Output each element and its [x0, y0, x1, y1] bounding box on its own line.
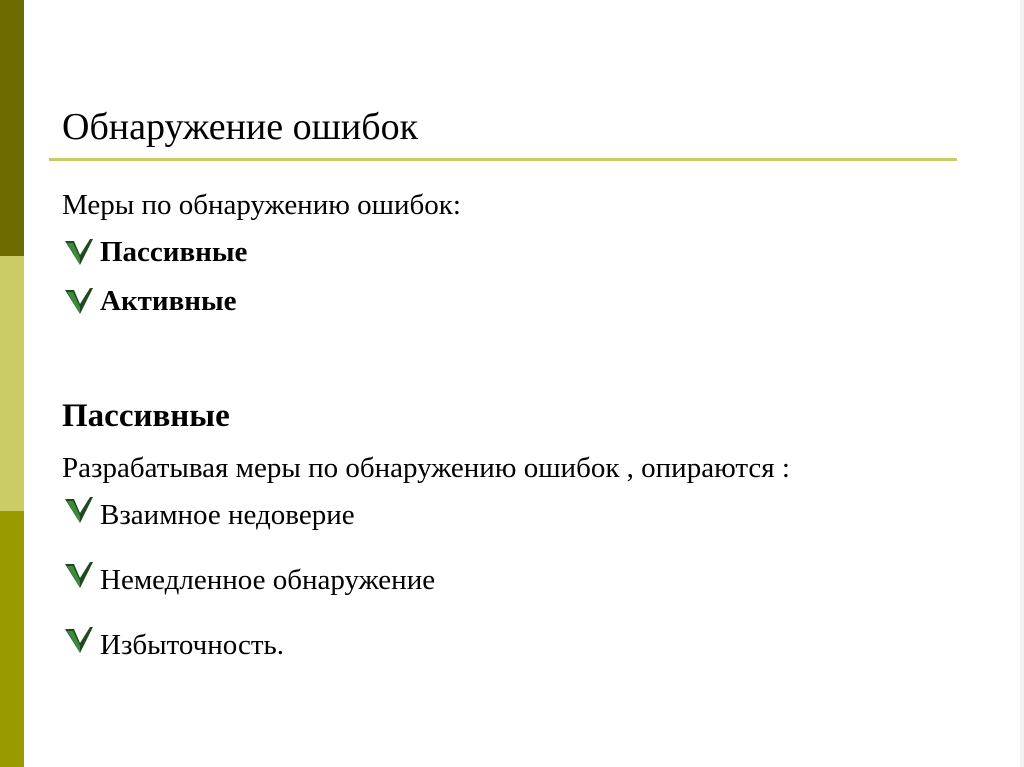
- measure-item-passive: [64, 232, 247, 272]
- side-bar-bottom-segment: [0, 511, 24, 767]
- side-bar-top-segment: [0, 0, 24, 256]
- passive-item-mutual-distrust: [64, 495, 355, 535]
- slide-title: Обнаружение ошибок: [62, 106, 419, 148]
- passive-item-label: Немедленное обнаружение: [100, 564, 436, 596]
- arrow-bullet-icon: [64, 561, 94, 589]
- measure-item-active: [64, 281, 237, 321]
- passive-section-intro: Разрабатывая меры по обнаружению ошибок , опираются :: [62, 452, 790, 484]
- arrow-bullet-icon: [64, 287, 94, 315]
- side-bar-middle-segment: [0, 256, 24, 511]
- arrow-bullet-icon: [64, 496, 94, 524]
- passive-item-redundancy: [64, 625, 284, 665]
- passive-item-label: Избыточность.: [100, 629, 285, 661]
- measure-item-label: Пассивные: [100, 236, 248, 268]
- arrow-bullet-icon: [64, 238, 94, 266]
- passive-section-heading: Пассивные: [62, 398, 230, 434]
- slide-right-edge: [1020, 0, 1024, 767]
- passive-item-label: Взаимное недоверие: [100, 499, 355, 531]
- arrow-bullet-icon: [64, 626, 94, 654]
- passive-item-immediate-detection: [64, 560, 435, 600]
- measures-intro: Меры по обнаружению ошибок:: [62, 189, 461, 221]
- measure-item-label: Активные: [100, 285, 237, 317]
- title-underline: [49, 158, 957, 161]
